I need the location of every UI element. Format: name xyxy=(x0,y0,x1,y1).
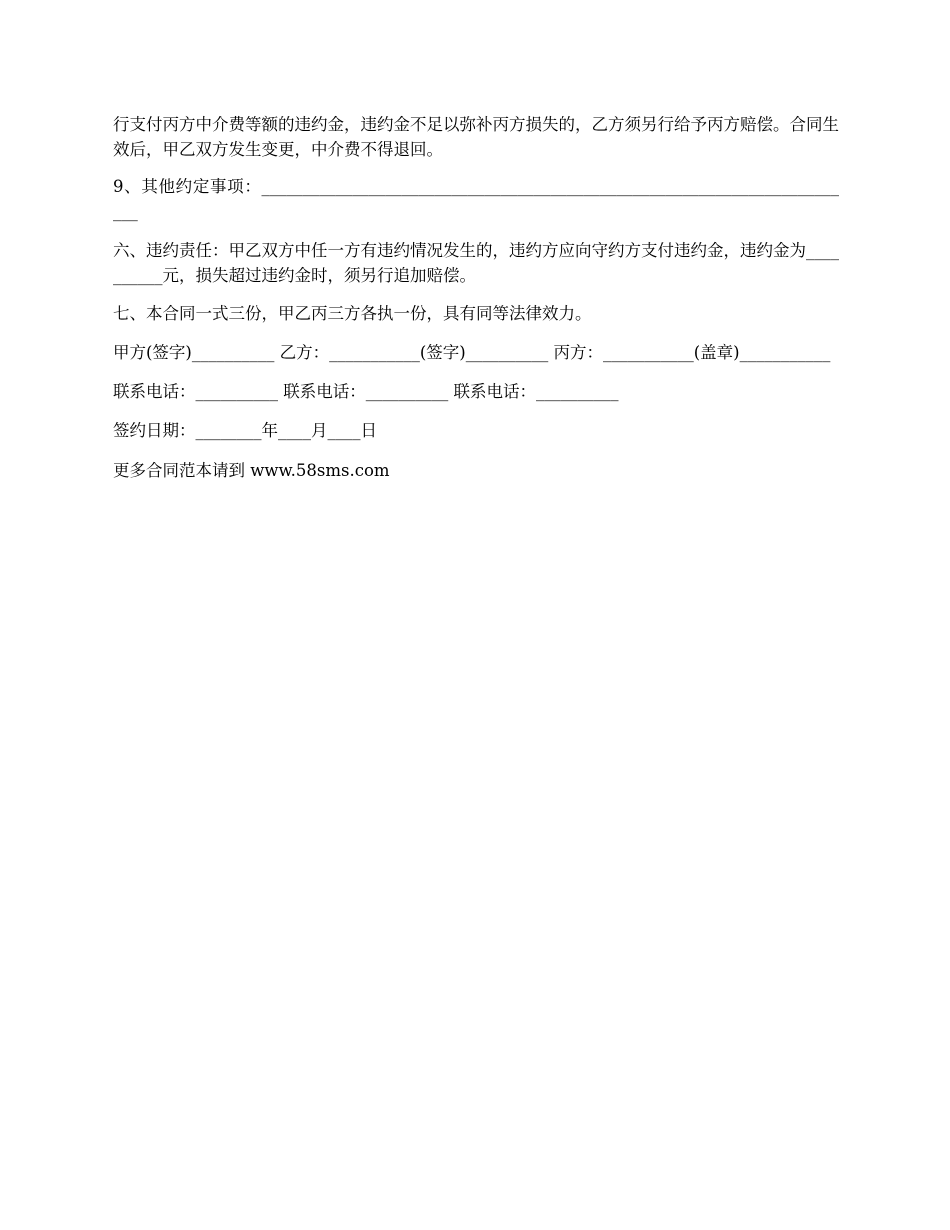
contact-phone-line: 联系电话：__________ 联系电话：__________ 联系电话：__________ xyxy=(113,382,619,401)
copies-paragraph: 七、本合同一式三份，甲乙丙三方各执一份，具有同等法律效力。 xyxy=(113,304,592,323)
breach-penalty-paragraph: 行支付丙方中介费等额的违约金，违约金不足以弥补丙方损失的，乙方须另行给予丙方赔偿。合同生效后，甲乙双方发生变更，中介费不得退回。 xyxy=(113,115,839,159)
other-terms-paragraph: 9、其他约定事项：_________________________________________________________________________ xyxy=(113,177,839,221)
signing-date-line: 签约日期：________年____月____日 xyxy=(113,421,377,440)
document-page xyxy=(113,112,839,483)
footer-note: 更多合同范本请到 www.58sms.com xyxy=(113,461,390,480)
liability-paragraph: 六、违约责任：甲乙双方中任一方有违约情况发生的，违约方应向守约方支付违约金，违约金为__________元，损失超过违约金时，须另行追加赔偿。 xyxy=(113,241,839,285)
signature-line: 甲方(签字)__________ 乙方：___________(签字)__________ 丙方：___________(盖章)___________ xyxy=(113,343,831,362)
